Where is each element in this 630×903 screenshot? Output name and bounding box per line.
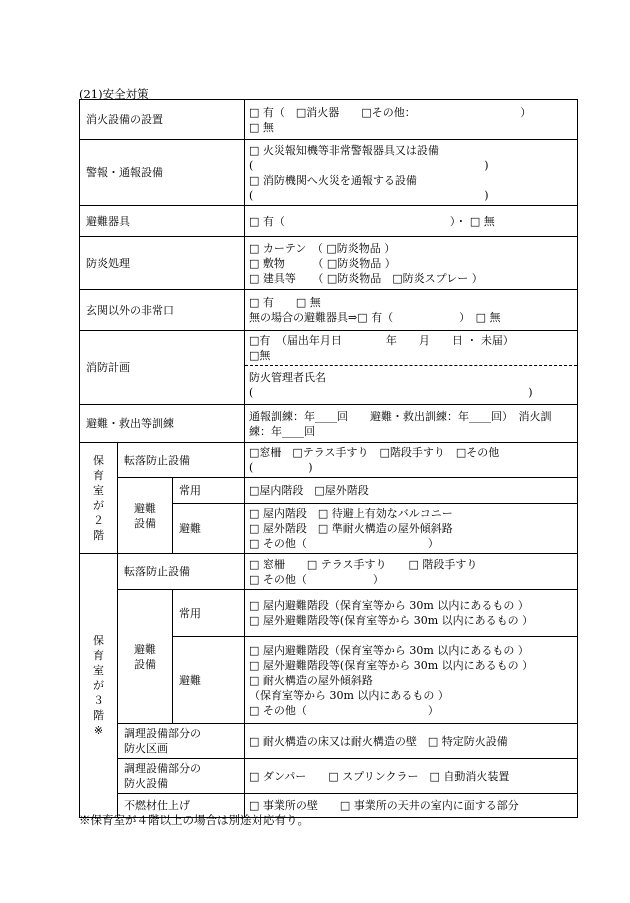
row-evac-tools [80,206,578,237]
fire-plan-line1[interactable]: □有 （届出年月日 年 月 日 ・ 未届） [249,334,514,347]
row-f2-fall [80,443,578,478]
row-drills [80,405,578,443]
row-fire-equipment [80,100,578,140]
fire-equipment-line2[interactable]: □ 無 [249,120,274,134]
floor3-emerg-line1[interactable]: □ 屋内避難階段（保育室等から 30m 以内にあるもの ） [249,643,529,657]
floor3-normal-label: 常用 [173,590,245,637]
floor2-normal-line1[interactable]: □屋内階段 □屋外階段 [249,484,369,497]
floor2-emerg-line1[interactable]: □ 屋内階段 □ 待避上有効なバルコニー [249,507,453,520]
alarm-line4: ( ) [249,188,489,202]
row-f3-cook-fire [80,724,578,759]
evac-tools-line1[interactable]: □ 有（ ）・ □ 無 [249,214,495,228]
row-emergency-exit [80,290,578,331]
floor3-cook-equip-label: 調理設備部分の 防火設備 [118,759,245,794]
fireproof-line2[interactable]: □ 敷物 （ □防炎物品 ） [249,256,396,270]
floor2-fall-line2[interactable]: ( ) [249,461,313,474]
floor3-evac-label: 避難 設備 [118,590,173,724]
alarm-line2: ( ) [249,158,489,172]
floor3-emerg-line2[interactable]: □ 屋外避難階段等(保育室等から 30m 以内にあるもの ） [249,658,534,672]
section-title: (21)安全対策 [79,87,149,101]
emergency-exit-line2[interactable]: 無の場合の避難器具⇒□ 有（ ） □ 無 [249,311,501,324]
floor3-side-label: 保 育 室 が ３ 階 ※ [80,554,118,818]
row-fireproof [80,237,578,290]
row-f2-normal [80,478,578,504]
floor3-cook-equip-line1[interactable]: □ ダンパー □ スプリンクラー □ 自動消火装置 [249,769,510,783]
emergency-exit-line1[interactable]: □ 有 □ 無 [249,296,321,309]
floor2-emerg-line3[interactable]: □ その他（ ） [249,537,439,550]
fire-equipment-line1[interactable]: □ 有（ □消火器 □その他： ） [249,105,532,119]
floor2-fall-line1[interactable]: □窓柵 □テラス手すり □階段手すり □その他 [249,446,500,459]
fire-plan-line4[interactable]: ( ) [249,386,533,399]
floor3-fall-line1[interactable]: □ 窓柵 □ テラス手すり □ 階段手すり [249,557,478,571]
alarm-label: 警報・通報設備 [80,140,245,206]
row-f3-fall [80,554,578,590]
floor3-cook-fire-line1[interactable]: □ 耐火構造の床又は耐火構造の壁 □ 特定防火設備 [249,734,508,748]
fire-plan-line2[interactable]: □無 [249,349,271,362]
floor2-emerg-line2[interactable]: □ 屋外階段 □ 準耐火構造の屋外傾斜路 [249,522,453,535]
floor3-fall-line2[interactable]: □ その他（ ） [249,572,384,586]
floor3-emerg-label: 避難 [173,637,245,724]
fireproof-label: 防炎処理 [80,237,245,290]
fire-equipment-label: 消火設備の設置 [80,100,245,140]
footnote: ※保育室が４階以上の場合は別途対応有り。 [79,813,309,827]
floor2-fall-label: 転落防止設備 [118,443,245,478]
row-alarm [80,140,578,206]
floor2-normal-label: 常用 [173,478,245,504]
fireproof-line3[interactable]: □ 建具等 （ □防炎物品 □防炎スプレー ） [249,271,483,285]
floor3-nonflam-line1[interactable]: □ 事業所の壁 □ 事業所の天井の室内に面する部分 [249,799,519,812]
drills-label: 避難・救出等訓練 [80,405,245,443]
floor3-nonflam-label: 不燃材仕上げ [118,794,245,818]
floor2-side-label: 保 育 室 が ２ 階 [80,443,118,554]
floor2-emerg-label: 避難 [173,504,245,554]
evac-tools-label: 避難器具 [80,206,245,237]
drills-text[interactable]: 通報訓練：年____回 避難・救出訓練：年____回） 消火訓練：年____回 [245,405,578,443]
floor3-normal-line2[interactable]: □ 屋外避難階段等(保育室等から 30m 以内にあるもの ） [249,614,534,627]
fireproof-line1[interactable]: □ カーテン （ □防炎物品 ） [249,241,396,255]
floor3-fall-label: 転落防止設備 [118,554,245,590]
floor3-emerg-line5[interactable]: □ その他（ ） [249,703,439,717]
emergency-exit-label: 玄関以外の非常口 [80,290,245,331]
floor2-evac-label: 避難 設備 [118,478,173,554]
alarm-line1[interactable]: □ 火災報知機等非常警報器具又は設備 [249,143,439,157]
fire-plan-line3: 防火管理者氏名 [249,371,327,384]
alarm-line3[interactable]: □ 消防機関へ火災を通報する設備 [249,173,417,187]
floor3-emerg-line3[interactable]: □ 耐火構造の屋外傾斜路 [249,673,373,687]
row-f3-cook-equip [80,759,578,794]
row-f3-normal [80,590,578,637]
floor3-normal-line1[interactable]: □ 屋内避難階段（保育室等から 30m 以内にあるもの ） [249,599,529,612]
row-fire-plan-a [80,331,578,366]
floor3-emerg-line4: （保育室等から 30m 以内にあるもの ） [249,688,449,702]
fire-plan-label: 消防計画 [80,331,245,405]
safety-table [79,99,578,818]
floor3-cook-fire-label: 調理設備部分の 防火区画 [118,724,245,759]
